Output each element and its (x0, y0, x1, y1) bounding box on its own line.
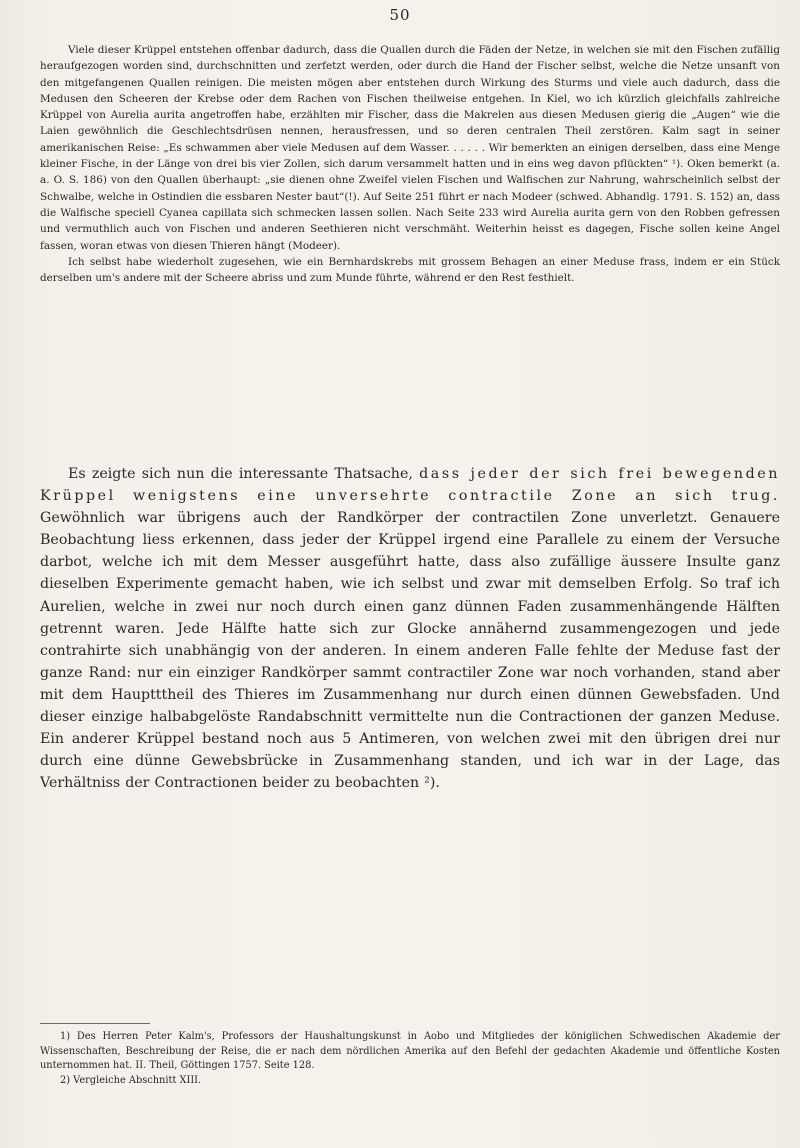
page-number: 50 (389, 6, 411, 24)
footnote-divider (40, 1023, 150, 1024)
footnotes (40, 1030, 780, 1088)
emphasized-statement: dass jeder der sich frei bewegenden Krüppel wenigstens eine unversehrte contractile Zone an sich trug. (40, 466, 780, 505)
paragraph-hermit-crab: Ich selbst habe wiederholt zugesehen, wie ein Bernhardskrebs mit grossem Behagen an einer Meduse frass, indem er ein Stück derselben um's andere mit der Scheere abriss und zum Munde führte, während er den Rest festhielt. (40, 255, 780, 285)
main-text-section (40, 463, 780, 794)
small-print-section (40, 42, 780, 286)
main-text-intro: Es zeigte sich nun die interessante Thatsache, (68, 466, 420, 482)
paragraph-cripple-causes: Viele dieser Krüppel entstehen offenbar dadurch, dass die Quallen durch die Fäden der Netze, in welchen sie mit den Fischen zufällig heraufgezogen worden sind, durchschnitten und zerfetzt werden, oder durch die Hand der Fischer selbst, welche die Netze unsanft von den mitgefangenen Quallen reinigen. Die meisten mögen aber entstehen durch Wirkung des Sturms und viele auch dadurch, dass die Medusen den Scheeren der Krebse oder dem Rachen von Fischen theilweise entgehen. In Kiel, wo ich kürzlich gleichfalls zahlreiche Krüppel von Aurelia aurita angetroffen habe, erzählten mir Fischer, dass die Makrelen aus diesen Medusen gierig die „Augen“ wie die Laien gewöhnlich die Geschlechtsdrüsen nennen, herausfressen, und so deren centralen Theil zerstören. Kalm sagt in seiner amerikanischen Reise: „Es schwammen aber viele Medusen auf dem Wasser. . . . . . Wir bemerkten an einigen derselben, dass eine Menge kleiner Fische, in der Länge von drei bis vier Zollen, sich darum versammelt hatten und in eins weg davon pflückten“ ¹). Oken bemerkt (a. a. O. S. 186) von den Quallen überhaupt: „sie dienen ohne Zweifel vielen Fischen und Walfischen zur Nahrung, wahrscheinlich selbst der Schwalbe, welche in Ostindien die essbaren Nester baut“(!). Auf Seite 251 führt er nach Modeer (schwed. Abhandlg. 1791. S. 152) an, dass die Walfische speciell Cyanea capillata sich schmecken lassen sollen. Nach Seite 233 wird Aurelia aurita gern von den Robben gefressen und vermuthlich auch von Fischen und anderen Seethieren nicht verschmäht. Weiterhin heisst es dagegen, Fische sollen keine Angel fassen, woran etwas von diesen Thieren hängt (Modeer). (40, 44, 780, 252)
footnote-1: 1) Des Herren Peter Kalm's, Professors der Haushaltungskunst in Aobo und Mitgliedes der königlichen Schwedischen Akademie der Wissenschaften, Beschreibung der Reise, die er nach dem nördlichen Amerika auf den Befehl der gedachten Akademie und öffentliche Kosten unternommen hat. II. Theil, Göttingen 1757. Seite 128. (40, 1031, 780, 1072)
paragraph-contractile-zone (40, 463, 780, 794)
main-text-body: Gewöhnlich war übrigens auch der Randkörper der contractilen Zone unverletzt. Genauere Beobachtung liess erkennen, dass jeder der Krüppel irgend eine Parallele zu einem der Versuche darbot, welche ich mit dem Messer ausgeführt hatte, dass also zufällige äussere Insulte ganz dieselben Experimente gemacht haben, wie ich selbst und zwar mit demselben Erfolg. So traf ich Aurelien, welche in zwei nur noch durch einen ganz dünnen Faden zusammenhängende Hälften getrennt waren. Jede Hälfte hatte sich zur Glocke annähernd zusammengezogen und jede contrahirte sich unabhängig von der anderen. In einem anderen Falle fehlte der Meduse fast der ganze Rand: nur ein einziger Randkörper sammt contractiler Zone war noch vorhanden, stand aber mit dem Hauptttheil des Thieres im Zusammenhang nur durch einen dünnen Gewebsfaden. Und dieser einzige halbabgelöste Randabschnitt vermittelte nun die Contractionen der ganzen Meduse. Ein anderer Krüppel bestand noch aus 5 Antimeren, von welchen zwei mit den übrigen drei nur durch eine dünne Gewebsbrücke in Zusammenhang standen, und ich war in der Lage, das Verhältniss der Contractionen beider zu beobachten ²). (40, 510, 780, 792)
footnote-2: 2) Vergleiche Abschnitt XIII. (60, 1074, 202, 1086)
